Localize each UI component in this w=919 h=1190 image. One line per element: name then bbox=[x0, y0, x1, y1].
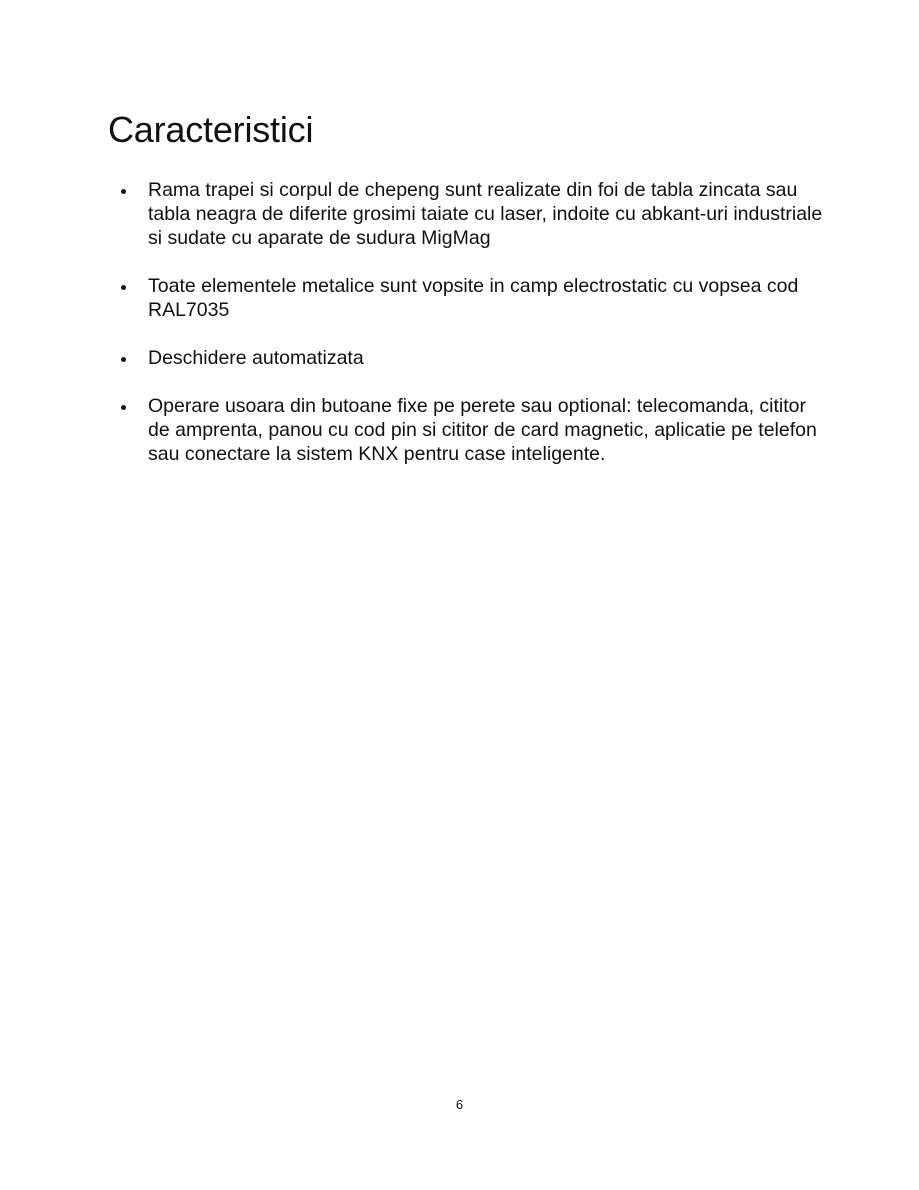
bullet-icon bbox=[121, 285, 126, 290]
list-item-text: Toate elementele metalice sunt vopsite in camp electrostatic cu vopsea cod RAL7035 bbox=[148, 275, 799, 321]
page-title: Caracteristici bbox=[108, 109, 314, 150]
list-item-text: Deschidere automatizata bbox=[148, 347, 364, 369]
list-item bbox=[148, 346, 828, 370]
bullet-icon bbox=[121, 189, 126, 194]
bullet-icon bbox=[121, 405, 126, 410]
list-item bbox=[148, 178, 828, 250]
page-number: 6 bbox=[455, 1097, 464, 1112]
list-item-text: Rama trapei si corpul de chepeng sunt realizate din foi de tabla zincata sau tabla neagra de diferite grosimi taiate cu laser, indoite cu abkant-uri industriale si sudate cu aparate de sudura MigMag bbox=[148, 179, 823, 249]
list-item bbox=[148, 274, 828, 322]
bullet-list bbox=[148, 178, 828, 490]
list-item-text: Operare usoara din butoane fixe pe perete sau optional: telecomanda, cititor de amprenta, panou cu cod pin si cititor de card magnetic, aplicatie pe telefon sau conectare la sistem KNX pentru case inteligente. bbox=[148, 395, 817, 465]
list-item bbox=[148, 394, 828, 466]
bullet-icon bbox=[121, 357, 126, 362]
